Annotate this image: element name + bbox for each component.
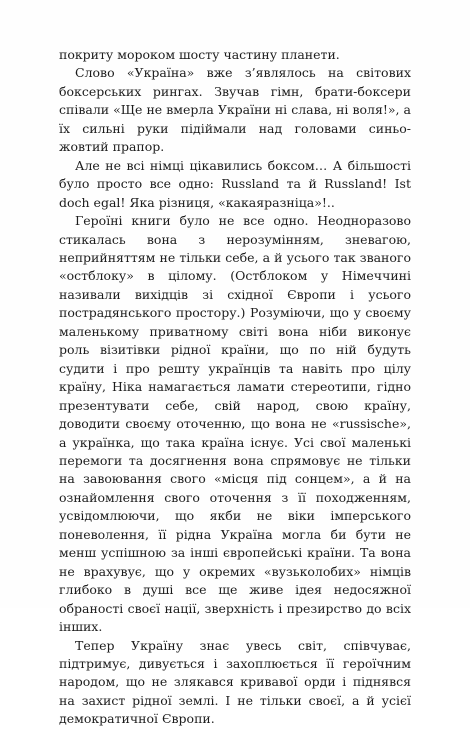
paragraph: Але не всі німці цікавились боксом… А більшості було просто все одно: Russland та й Russland! Ist doch egal! Яка різниця, «какаяразніца»!.. (59, 157, 411, 210)
body-text (59, 46, 411, 729)
paragraph: Тепер Україну знає увесь світ, співчуває, підтримує, дивується і захоплюється її героїчним народом, що не злякався кривавої орди і піднявся на захист рідної землі. І не тільки своєї, а й усієї демократичної Європи. (59, 637, 411, 727)
paragraph: Слово «Україна» вже з’являлось на світових боксерських рингах. Звучав гімн, брати-боксери співали «Ще не вмерла України ні слава, ні воля!», а їх сильні руки підіймали над головами синьо-жовтий прапор. (59, 65, 411, 155)
paragraph-continuation: покриту мороком шосту частину планети. (59, 47, 340, 62)
paragraph: Героїні книги було не все одно. Неодноразово стикалась вона з нерозумінням, зневагою, неприйняттям не тільки себе, а й усього так званого «остблоку» в цілому. (Остблоком у Німеччині називали вихідців зі східної Європи і усього пострадянського простору.) Розуміючи, що у своєму маленькому приватному світі вона ніби виконує роль візитівки рідної країни, що по ній будуть судити і про решту українців та навіть про цілу країну, Ніка намагається ламати стереотипи, гідно презентувати себе, свій народ, свою країну, доводити своєму оточенню, що вона не «russische», а українка, що така країна існує. Усі свої маленькі перемоги та досягнення вона спрямовує не тільки на завоювання свого «місця під сонцем», а й на ознайомлення свого оточення з її походженням, усвідомлюючи, що якби не віки імперського поневолення, її рідна Україна могла би бути не менш успішною за інші європейські країни. Та вона не врахувує, що у окремих «вузьколобих» німців глибоко в душі все ще живе ідея недосяжної обраності своєї нації, зверхність і презирство до всіх інших. (59, 213, 411, 635)
